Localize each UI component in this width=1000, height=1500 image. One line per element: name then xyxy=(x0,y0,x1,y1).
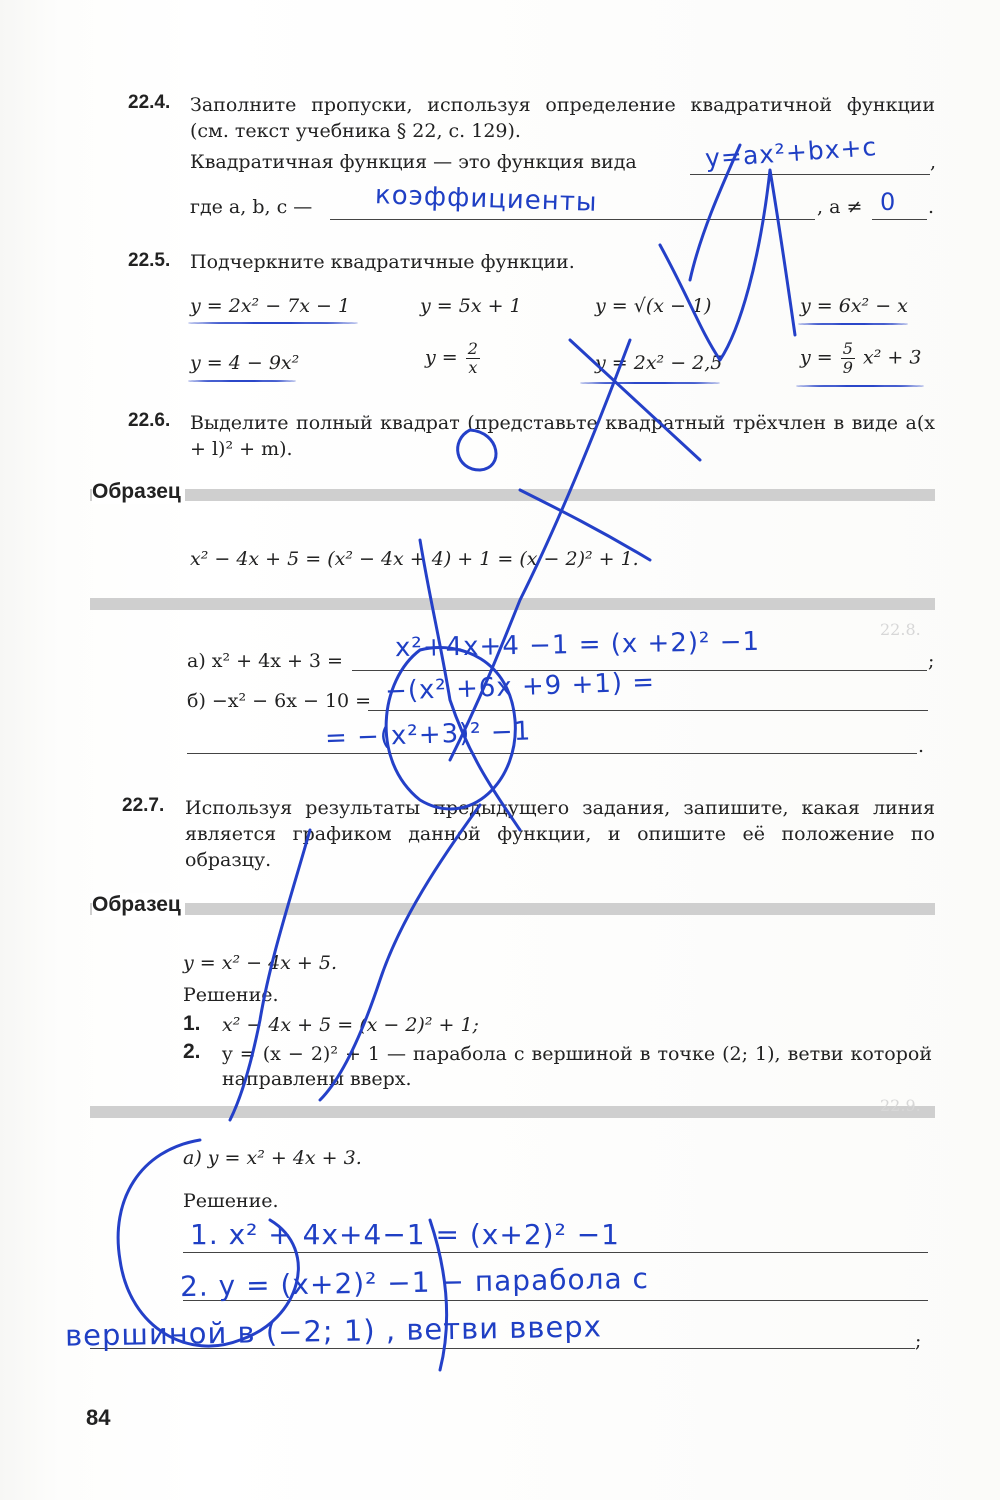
comma: , xyxy=(930,151,937,173)
scribble-stroke-1 xyxy=(660,170,795,360)
func-7[interactable]: y = 2x² − 2,5 xyxy=(595,352,723,374)
scribble-stroke-12 xyxy=(430,1220,447,1370)
task-22-6-number: 22.6. xyxy=(128,410,171,431)
page-number: 84 xyxy=(86,1405,111,1430)
task-22-6-part-a: а) x² + 4x + 3 = xyxy=(187,650,343,672)
task-22-6-part-b: б) −x² − 6x − 10 = xyxy=(187,690,372,712)
func-6-denominator: x xyxy=(468,358,478,377)
func-4[interactable]: y = 6x² − x xyxy=(800,295,908,317)
ghost-number-2: 22.9. xyxy=(880,1096,921,1115)
scribble-stroke-10 xyxy=(230,830,310,1120)
func-6-numerator: 2 xyxy=(467,339,478,358)
sample-step-2: y = (x − 2)² + 1 — парабола с вершиной в точке (2; 1), ветви которой направлены вверх. xyxy=(222,1043,932,1090)
task-22-7-part-a: а) y = x² + 4x + 3. xyxy=(183,1147,362,1169)
task-22-6-text: Выделите полный квадрат (представьте квадратный трёхчлен в виде a(x + l)² + m). xyxy=(190,412,935,460)
task-22-7-sample-func: y = x² − 4x + 5. xyxy=(183,952,337,974)
scribble-stroke-7 xyxy=(386,648,515,809)
scribble-stroke-6 xyxy=(450,340,630,760)
task-22-5-number: 22.5. xyxy=(128,250,171,271)
func-6-lhs: y = xyxy=(425,346,458,369)
task-22-4-line1-prefix: Квадратичная функция — это функция вида xyxy=(190,151,637,173)
ghost-number-1: 22.8. xyxy=(880,620,921,639)
handwritten-answer-22-7-line2: 2. y = (x+2)² −1 − парабола с xyxy=(179,1261,650,1304)
sample-step-2-number: 2. xyxy=(183,1040,201,1063)
handwritten-answer-22-6-a: x²+4x+4 −1 = (x +2)² −1 xyxy=(394,626,761,664)
task-22-4-line2-mid: , a ≠ xyxy=(817,196,863,218)
period: . xyxy=(928,196,935,218)
sample-label-2: Образец xyxy=(92,893,185,917)
sample-step-1: x² − 4x + 5 = (x − 2)² + 1; xyxy=(222,1014,479,1036)
func-8-lhs: y = xyxy=(800,346,833,369)
func-8-numerator: 5 xyxy=(842,339,853,358)
func-1[interactable]: y = 2x² − 7x − 1 xyxy=(190,295,351,317)
sample-step-1-number: 1. xyxy=(183,1012,201,1035)
task-22-4-line2-prefix-text: где a, b, c — xyxy=(190,196,313,218)
scribble-stroke-9 xyxy=(320,805,480,1100)
task-22-6-part-b-end: . xyxy=(918,735,925,757)
func-8-rhs: x² + 3 xyxy=(862,346,922,369)
task-22-7-part-a-end: ; xyxy=(915,1330,922,1352)
func-5[interactable]: y = 4 − 9x² xyxy=(190,352,300,374)
handwritten-answer-22-7-line1: 1. x² + 4x+4−1 = (x+2)² −1 xyxy=(190,1218,620,1251)
task-22-6-sample: x² − 4x + 5 = (x² − 4x + 4) + 1 = (x − 2)² + 1. xyxy=(190,548,639,570)
scribble-stroke-2 xyxy=(690,145,740,280)
scribble-stroke-5 xyxy=(458,430,496,470)
handwritten-answer-coefficients: коэффициенты xyxy=(374,180,598,218)
scribble-stroke-11 xyxy=(118,1140,298,1346)
task-22-7-text: Используя результаты предыдущего задания, запишите, какая линия является графиком данной функции, и опишите её положение по образцу. xyxy=(185,797,935,871)
func-8-denominator: 9 xyxy=(842,358,853,377)
handwritten-answer-22-6-b2: = −(x²+3)² −1 xyxy=(324,716,532,754)
handwritten-answer-22-7-line3: вершиной в (−2; 1) , ветви вверх xyxy=(64,1309,603,1353)
handwritten-answer-nonzero: 0 xyxy=(880,188,897,216)
task-22-6-part-a-end: ; xyxy=(928,650,935,672)
task-22-4-text: Заполните пропуски, используя определение квадратичной функции (см. текст учебника § 22, с. 129). xyxy=(190,94,935,142)
scribble-stroke-4 xyxy=(520,490,650,560)
task-22-7-sample-solution: Решение. xyxy=(183,984,279,1006)
func-3[interactable]: y = √(x − 1) xyxy=(595,295,712,317)
handwritten-answer-22-6-b1: −(x² +6x +9 +1) = xyxy=(384,667,656,707)
task-22-7-number: 22.7. xyxy=(122,795,165,816)
handwritten-answer-form: y=ax²+bx+c xyxy=(704,132,878,173)
task-22-5-text: Подчеркните квадратичные функции. xyxy=(190,251,575,273)
task-22-4-number: 22.4. xyxy=(128,92,171,113)
func-2[interactable]: y = 5x + 1 xyxy=(420,295,522,317)
task-22-7-part-a-solution: Решение. xyxy=(183,1190,279,1212)
sample-label: Образец xyxy=(92,480,185,504)
